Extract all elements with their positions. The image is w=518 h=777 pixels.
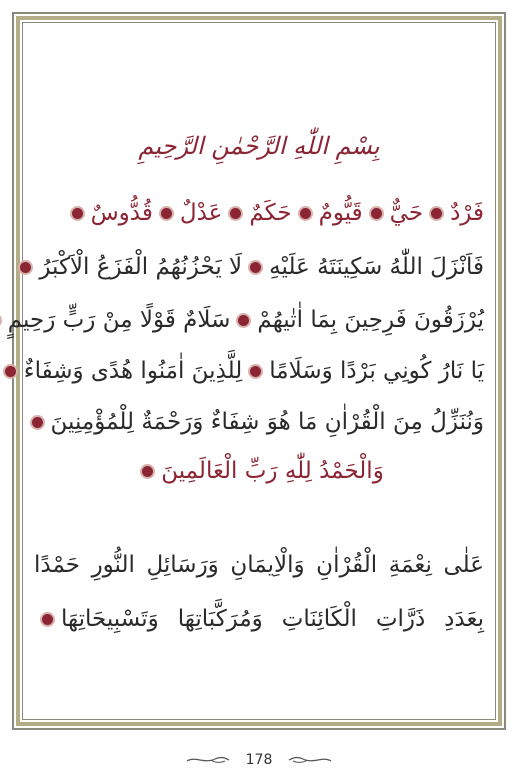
line-3-part-b: سَلَامٌ قَوْلًا مِنْ رَبٍّ رَحِيمٍ <box>7 307 231 333</box>
line-4-part-a: يَا نَارُ كُونِي بَرْدًا وَسَلَامًا <box>269 358 484 384</box>
left-ornament-icon <box>185 755 231 765</box>
line-5 <box>34 405 484 439</box>
separator-dot-icon <box>3 364 18 379</box>
line-2 <box>34 250 484 284</box>
separator-dot-icon <box>236 313 251 328</box>
line-5-text: وَنُنَزِّلُ مِنَ الْقُرْاٰنِ مَا هُوَ شِفَاءٌ وَرَحْمَةٌ لِلْمُؤْمِنِينَ <box>50 409 484 435</box>
name-5: عَدْلٌ <box>179 200 223 226</box>
name-2: حَيٌّ <box>389 200 424 226</box>
line-4 <box>23 354 484 388</box>
basmala: بِسْمِ اللّٰهِ الرَّحْمٰنِ الرَّحِيمِ <box>138 132 380 160</box>
line-3 <box>7 303 484 337</box>
separator-dot-icon <box>429 206 444 221</box>
line-6-text: وَالْحَمْدُ لِلّٰهِ رَبِّ الْعَالَمِينَ <box>161 458 384 484</box>
line-8 <box>34 602 484 636</box>
separator-dot-icon <box>140 464 155 479</box>
page-footer <box>0 752 518 768</box>
separator-dot-icon <box>228 206 243 221</box>
name-1: فَرْدٌ <box>450 200 484 226</box>
right-ornament-icon <box>287 755 333 765</box>
separator-dot-icon <box>30 415 45 430</box>
line-3-part-a: يُرْزَقُونَ فَرِحِينَ بِمَا اٰتٰيهُمْ <box>257 307 484 333</box>
line-6 <box>34 454 484 488</box>
separator-dot-icon <box>248 364 263 379</box>
line-7-text: عَلٰى نِعْمَةِ الْقُرْاٰنِ وَالْاِيمَانِ وَرَسَائِلِ النُّورِ حَمْدًا <box>34 552 484 578</box>
name-4: حَكَمٌ <box>249 200 292 226</box>
line-2-part-a: فَاَنْزَلَ اللّٰهُ سَكِينَتَهُ عَلَيْهِ <box>269 254 484 280</box>
line-8-text: بِعَدَدِ ذَرَّاتِ الْكَائِنَاتِ وَمُرَكَّبَاتِهَا وَتَسْبِيحَاتِهَا <box>61 606 484 632</box>
separator-dot-icon <box>298 206 313 221</box>
separator-dot-icon <box>40 612 55 627</box>
separator-dot-icon <box>159 206 174 221</box>
separator-dot-icon <box>70 206 85 221</box>
separator-dot-icon <box>369 206 384 221</box>
separator-dot-icon <box>248 260 263 275</box>
separator-dot-icon <box>18 260 33 275</box>
page-number: 178 <box>245 752 273 768</box>
separator-dot-icon <box>0 313 2 328</box>
line-divine-names <box>34 196 484 230</box>
name-6: قُدُّوسٌ <box>90 200 153 226</box>
name-3: قَيُّومٌ <box>318 200 363 226</box>
line-4-part-b: لِلَّذِينَ اٰمَنُوا هُدًى وَشِفَاءٌ <box>23 358 243 384</box>
line-2-part-b: لَا يَحْزُنُهُمُ الْفَزَعُ الْاَكْبَرُ <box>39 254 243 280</box>
line-7 <box>34 548 484 582</box>
